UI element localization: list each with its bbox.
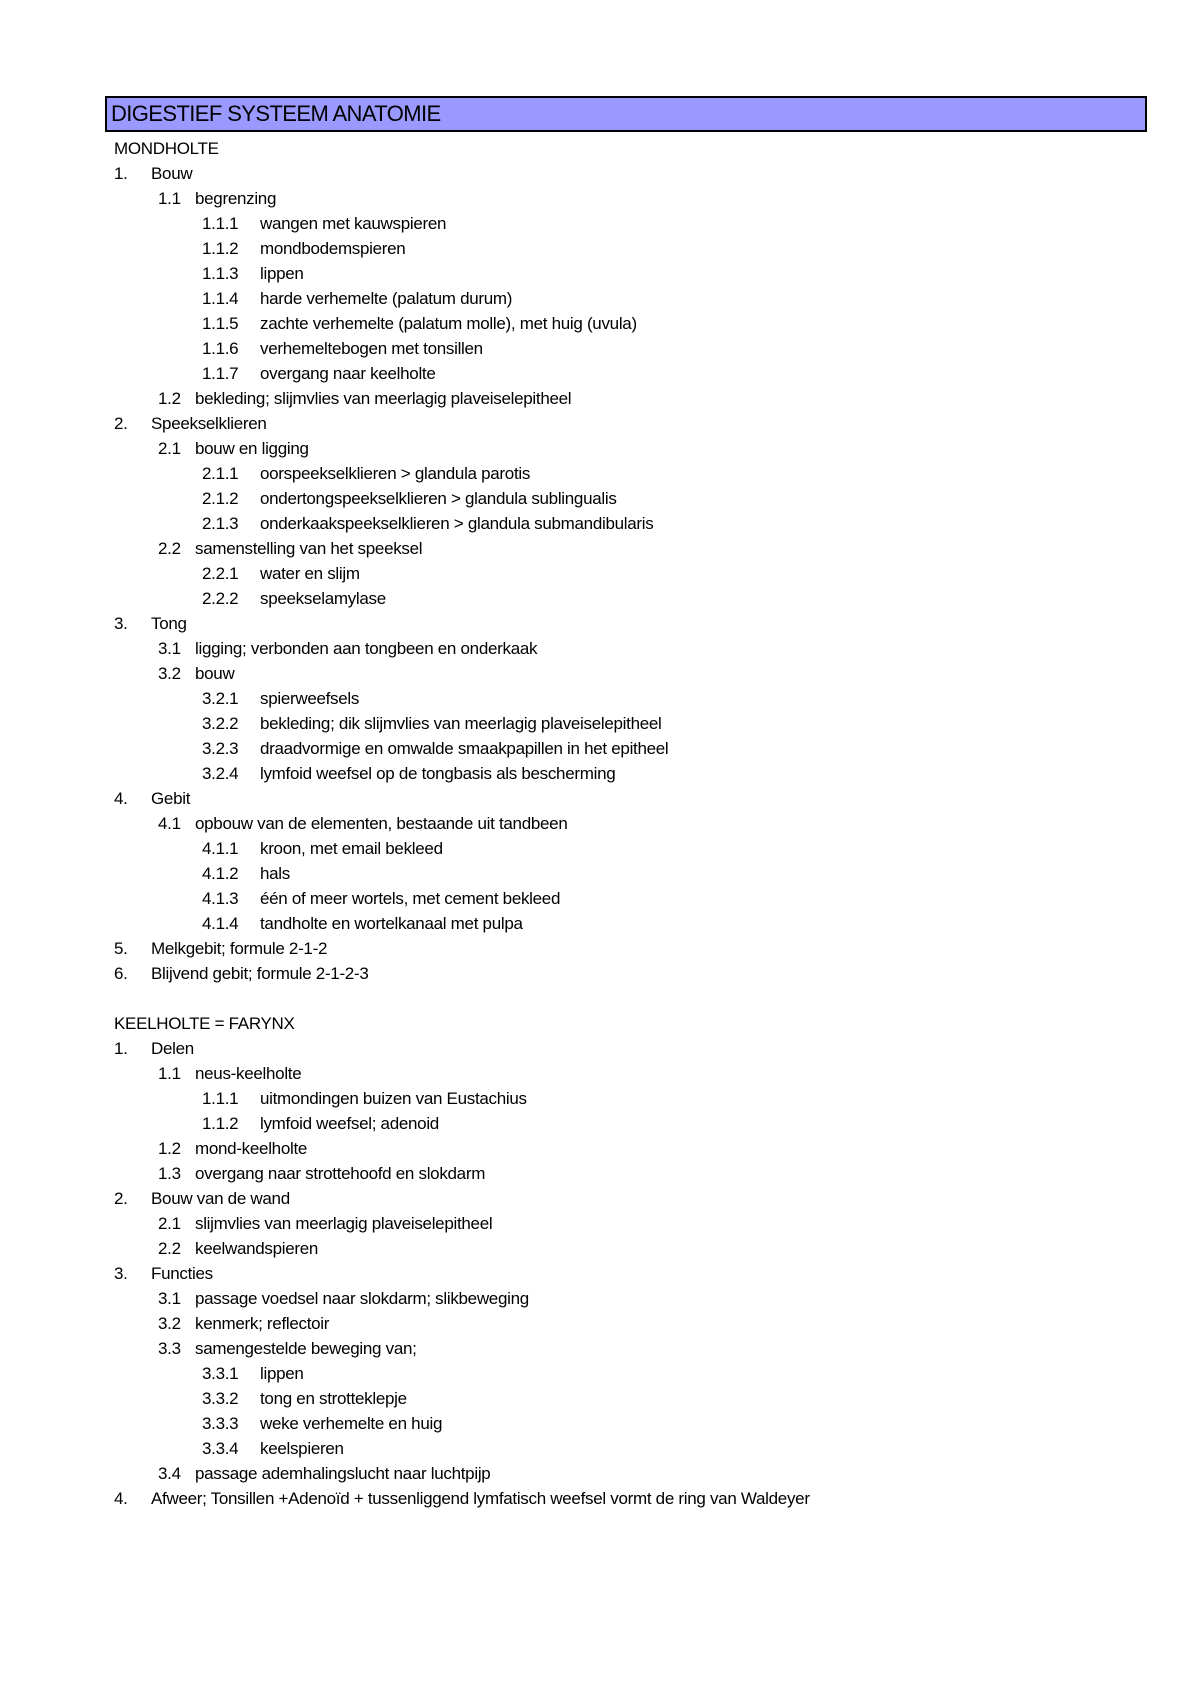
outline-number: 2.2.2: [202, 589, 239, 608]
outline-item: [114, 561, 1174, 586]
outline-number: 1.1.5: [202, 314, 239, 333]
outline-item: [114, 1461, 1174, 1486]
outline-text: overgang naar keelholte: [260, 364, 436, 383]
outline-item: [114, 1136, 1174, 1161]
outline-text: overgang naar strottehoofd en slokdarm: [195, 1164, 486, 1183]
outline-list: [114, 136, 1174, 1511]
outline-text: Gebit: [151, 789, 191, 808]
outline-number: 1.1.4: [202, 289, 239, 308]
outline-text: lippen: [260, 1364, 304, 1383]
outline-number: 1.1.6: [202, 339, 239, 358]
outline-number: 3.4: [158, 1464, 181, 1483]
outline-item: [114, 261, 1174, 286]
outline-text: Bouw van de wand: [151, 1189, 290, 1208]
outline-text: kenmerk; reflectoir: [195, 1314, 330, 1333]
outline-number: 3.2.4: [202, 764, 239, 783]
outline-item: [114, 1036, 1174, 1061]
outline-item: [114, 786, 1174, 811]
outline-number: 4.: [114, 1489, 128, 1508]
outline-item: [114, 736, 1174, 761]
outline-number: 2.: [114, 1189, 128, 1208]
outline-item: [114, 436, 1174, 461]
outline-text: Speekselklieren: [151, 414, 267, 433]
outline-text: Tong: [151, 614, 187, 633]
outline-number: 1.1: [158, 189, 181, 208]
outline-number: 3.2: [158, 1314, 181, 1333]
outline-text: bouw en ligging: [195, 439, 309, 458]
outline-text: passage voedsel naar slokdarm; slikbeweging: [195, 1289, 529, 1308]
outline-text: oorspeekselklieren > glandula parotis: [260, 464, 531, 483]
outline-text: passage ademhalingslucht naar luchtpijp: [195, 1464, 491, 1483]
outline-item: [114, 1186, 1174, 1211]
outline-text: wangen met kauwspieren: [260, 214, 447, 233]
outline-number: 1.1.1: [202, 214, 239, 233]
outline-number: 3.2.1: [202, 689, 239, 708]
outline-text: Afweer; Tonsillen +Adenoïd + tussenliggend lymfatisch weefsel vormt de ring van Waldeyer: [151, 1489, 810, 1508]
outline-item: [114, 586, 1174, 611]
outline-text: keelspieren: [260, 1439, 344, 1458]
outline-text: uitmondingen buizen van Eustachius: [260, 1089, 527, 1108]
outline-number: 2.2.1: [202, 564, 239, 583]
outline-number: 5.: [114, 939, 128, 958]
outline-text: neus-keelholte: [195, 1064, 302, 1083]
outline-number: 3.3.2: [202, 1389, 239, 1408]
outline-item: [114, 1336, 1174, 1361]
outline-text: ondertongspeekselklieren > glandula sublingualis: [260, 489, 617, 508]
section-heading: [114, 136, 1174, 161]
outline-item: [114, 186, 1174, 211]
outline-item: [114, 1436, 1174, 1461]
outline-item: [114, 511, 1174, 536]
outline-text: lymfoid weefsel; adenoid: [260, 1114, 439, 1133]
outline-number: 3.2.3: [202, 739, 239, 758]
outline-item: [114, 211, 1174, 236]
outline-text: lippen: [260, 264, 304, 283]
outline-text: Bouw: [151, 164, 193, 183]
outline-number: 6.: [114, 964, 128, 983]
outline-item: [114, 236, 1174, 261]
outline-item: [114, 1411, 1174, 1436]
outline-text: bouw: [195, 664, 235, 683]
outline-text: tong en strotteklepje: [260, 1389, 407, 1408]
outline-text: samenstelling van het speeksel: [195, 539, 423, 558]
page-title: DIGESTIEF SYSTEEM ANATOMIE: [105, 96, 1147, 132]
blank-line: [114, 986, 1174, 1011]
outline-number: 4.: [114, 789, 128, 808]
outline-number: 3.3.4: [202, 1439, 239, 1458]
outline-item: [114, 836, 1174, 861]
outline-number: 1.1.1: [202, 1089, 239, 1108]
outline-text: tandholte en wortelkanaal met pulpa: [260, 914, 523, 933]
outline-item: [114, 711, 1174, 736]
outline-number: 3.3.3: [202, 1414, 239, 1433]
outline-text: kroon, met email bekleed: [260, 839, 443, 858]
outline-item: [114, 1286, 1174, 1311]
outline-text: keelwandspieren: [195, 1239, 319, 1258]
outline-number: 1.1: [158, 1064, 181, 1083]
outline-text: weke verhemelte en huig: [260, 1414, 443, 1433]
outline-text: harde verhemelte (palatum durum): [260, 289, 513, 308]
outline-text: zachte verhemelte (palatum molle), met huig (uvula): [260, 314, 637, 333]
outline-text: verhemeltebogen met tonsillen: [260, 339, 483, 358]
outline-item: [114, 886, 1174, 911]
outline-number: 2.2: [158, 1239, 181, 1258]
outline-item: [114, 611, 1174, 636]
outline-text: één of meer wortels, met cement bekleed: [260, 889, 561, 908]
outline-number: 2.1.1: [202, 464, 239, 483]
outline-item: [114, 461, 1174, 486]
outline-number: 2.1: [158, 439, 181, 458]
outline-text: opbouw van de elementen, bestaande uit tandbeen: [195, 814, 568, 833]
outline-number: 4.1.3: [202, 889, 239, 908]
outline-item: [114, 386, 1174, 411]
outline-number: 3.3.1: [202, 1364, 239, 1383]
outline-item: [114, 336, 1174, 361]
outline-text: Blijvend gebit; formule 2-1-2-3: [151, 964, 369, 983]
outline-item: [114, 861, 1174, 886]
outline-number: 1.1.2: [202, 239, 239, 258]
outline-number: 3.: [114, 614, 128, 633]
outline-item: [114, 811, 1174, 836]
outline-item: [114, 936, 1174, 961]
outline-item: [114, 911, 1174, 936]
outline-text: samengestelde beweging van;: [195, 1339, 417, 1358]
outline-text: slijmvlies van meerlagig plaveiselepitheel: [195, 1214, 493, 1233]
outline-number: 1.1.7: [202, 364, 239, 383]
outline-number: 3.2: [158, 664, 181, 683]
outline-text: speekselamylase: [260, 589, 386, 608]
outline-item: [114, 1211, 1174, 1236]
outline-text: bekleding; slijmvlies van meerlagig plaveiselepitheel: [195, 389, 572, 408]
outline-number: 2.1.2: [202, 489, 239, 508]
outline-text: Delen: [151, 1039, 194, 1058]
outline-item: [114, 161, 1174, 186]
outline-text: water en slijm: [260, 564, 360, 583]
outline-number: 4.1: [158, 814, 181, 833]
outline-text: hals: [260, 864, 290, 883]
outline-number: 3.2.2: [202, 714, 239, 733]
outline-item: [114, 486, 1174, 511]
outline-number: 3.3: [158, 1339, 181, 1358]
outline-item: [114, 1311, 1174, 1336]
outline-number: 2.1: [158, 1214, 181, 1233]
outline-number: 3.: [114, 1264, 128, 1283]
outline-number: 4.1.2: [202, 864, 239, 883]
outline-text: Melkgebit; formule 2-1-2: [151, 939, 328, 958]
outline-item: [114, 411, 1174, 436]
outline-number: 4.1.4: [202, 914, 239, 933]
outline-number: 3.1: [158, 1289, 181, 1308]
outline-number: 2.: [114, 414, 128, 433]
outline-text: begrenzing: [195, 189, 277, 208]
outline-item: [114, 536, 1174, 561]
outline-item: [114, 1061, 1174, 1086]
outline-number: 1.1.2: [202, 1114, 239, 1133]
outline-number: 2.2: [158, 539, 181, 558]
outline-text: ligging; verbonden aan tongbeen en onderkaak: [195, 639, 538, 658]
outline-item: [114, 1486, 1174, 1511]
outline-item: [114, 361, 1174, 386]
outline-item: [114, 761, 1174, 786]
outline-item: [114, 311, 1174, 336]
outline-item: [114, 1111, 1174, 1136]
outline-item: [114, 686, 1174, 711]
outline-text: lymfoid weefsel op de tongbasis als bescherming: [260, 764, 616, 783]
outline-number: 1.2: [158, 1139, 181, 1158]
outline-text: mond-keelholte: [195, 1139, 308, 1158]
outline-item: [114, 1161, 1174, 1186]
outline-number: 1.1.3: [202, 264, 239, 283]
outline-item: [114, 1361, 1174, 1386]
outline-number: 1.: [114, 164, 128, 183]
outline-item: [114, 661, 1174, 686]
outline-number: 1.: [114, 1039, 128, 1058]
outline-text: spierweefsels: [260, 689, 360, 708]
outline-text: draadvormige en omwalde smaakpapillen in het epitheel: [260, 739, 669, 758]
outline-number: 1.3: [158, 1164, 181, 1183]
outline-text: KEELHOLTE = FARYNX: [114, 1014, 295, 1033]
outline-item: [114, 636, 1174, 661]
section-heading: [114, 1011, 1174, 1036]
outline-item: [114, 1236, 1174, 1261]
outline-text: bekleding; dik slijmvlies van meerlagig plaveiselepitheel: [260, 714, 662, 733]
outline-number: 4.1.1: [202, 839, 239, 858]
outline-text: MONDHOLTE: [114, 139, 219, 158]
outline-text: mondbodemspieren: [260, 239, 406, 258]
outline-number: 3.1: [158, 639, 181, 658]
outline-item: [114, 1386, 1174, 1411]
outline-item: [114, 1086, 1174, 1111]
outline-item: [114, 286, 1174, 311]
outline-number: 1.2: [158, 389, 181, 408]
outline-text: onderkaakspeekselklieren > glandula submandibularis: [260, 514, 654, 533]
outline-item: [114, 1261, 1174, 1286]
outline-text: Functies: [151, 1264, 213, 1283]
outline-number: 2.1.3: [202, 514, 239, 533]
outline-item: [114, 961, 1174, 986]
